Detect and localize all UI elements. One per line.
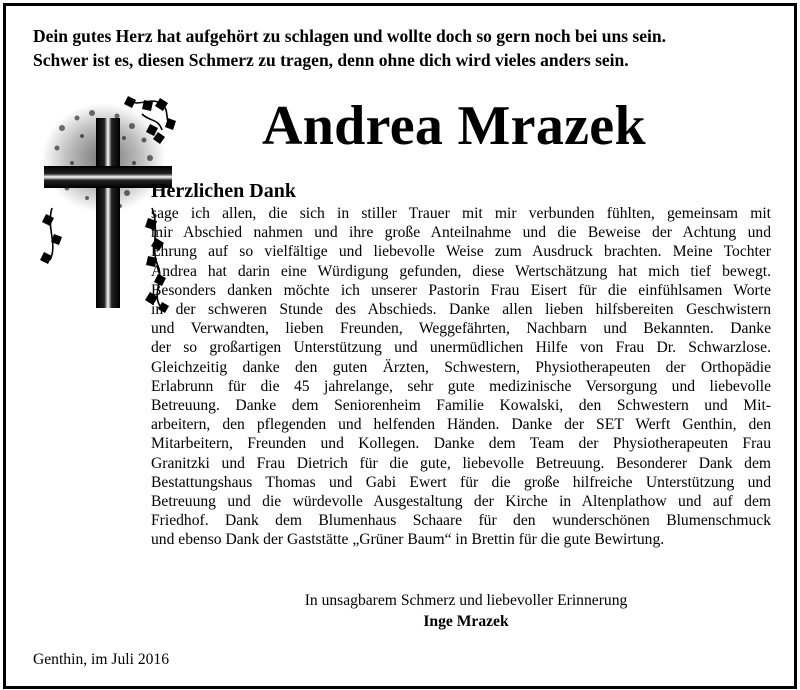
text-line: der so großartigen Unterstützung und unermüdlichen Hilfe von Frau Dr. Schwarzlose. bbox=[151, 339, 771, 357]
text-line: Ehrung auf so vielfältige und liebevolle Weise zum Ausdruck brachten. Meine Tochter bbox=[151, 243, 771, 261]
text-line: Mitarbeitern, Freunden und Kollegen. Danke dem Team der Physiotherapeuten Frau bbox=[151, 435, 771, 453]
text-line: Gleichzeitig danke den guten Ärzten, Schwestern, Physiotherapeuten der Orthopädie bbox=[151, 358, 771, 376]
thanks-text bbox=[151, 204, 771, 550]
text-line: Betreuung und die würdevolle Ausgestaltung der Kirche in Altenplathow und auf dem bbox=[151, 493, 771, 511]
text-line: Erlabrunn für die 45 jahrelange, sehr gute medizinische Versorgung und liebevolle bbox=[151, 377, 771, 395]
text-line: Andrea hat darin eine Würdigung gefunden, diese Wertschätzung hat mich tief bewegt. bbox=[151, 262, 771, 280]
place-date: Genthin, im Juli 2016 bbox=[33, 651, 170, 668]
signature: Inge Mrazek bbox=[423, 613, 509, 630]
motto-line: Dein gutes Herz hat aufgehört zu schlagen und wollte doch so gern noch bei uns sein. bbox=[33, 26, 666, 46]
text-line: Besonders danken möchte ich unserer Pastorin Frau Eisert für die einfühlsamen Worte bbox=[151, 281, 771, 299]
text-line: und Verwandten, lieben Freunden, Weggefährten, Nachbarn und Bekannten. Danke bbox=[151, 320, 771, 338]
motto-line: Schwer ist es, diesen Schmerz zu tragen, denn ohne dich wird vieles anders sein. bbox=[33, 50, 629, 70]
text-line: Bestattungshaus Thomas und Gabi Ewert für die große hilfreiche Unterstützung und bbox=[151, 473, 771, 491]
text-line: sage ich allen, die sich in stiller Trauer mit mir verbunden fühlten, gemeinsam mit bbox=[151, 205, 771, 222]
text-line: Friedhof. Dank dem Blumenhaus Schaare für den wunderschönen Blumenschmuck bbox=[151, 512, 771, 530]
text-line: mir Abschied nahmen und ihre große Anteilnahme und die Beweise der Achtung und bbox=[151, 224, 771, 242]
text-line: Granitzki und Frau Dietrich für die gute, liebevolle Betreuung. Besonderer Dank dem bbox=[151, 454, 771, 472]
thanks-heading: Herzlichen Dank bbox=[151, 180, 296, 202]
obituary-notice bbox=[3, 3, 797, 689]
deceased-name: Andrea Mrazek bbox=[262, 95, 646, 157]
text-line: arbeitern, den pflegenden und helfenden Händen. Danke der SET Werft Genthin, den bbox=[151, 416, 771, 434]
motto bbox=[33, 24, 773, 72]
text-line: in der schweren Stunde des Abschieds. Danke allen lieben hilfsbereiten Geschwistern bbox=[151, 301, 771, 319]
closing-line: In unsagbarem Schmerz und liebevoller Erinnerung bbox=[304, 592, 628, 609]
text-line: Betreuung. Danke dem Seniorenheim Familie Kowalski, den Schwestern und Mit- bbox=[151, 397, 771, 415]
text-line: und ebenso Dank der Gaststätte „Grüner Baum“ in Brettin für die gute Bewirtung. bbox=[151, 531, 665, 549]
